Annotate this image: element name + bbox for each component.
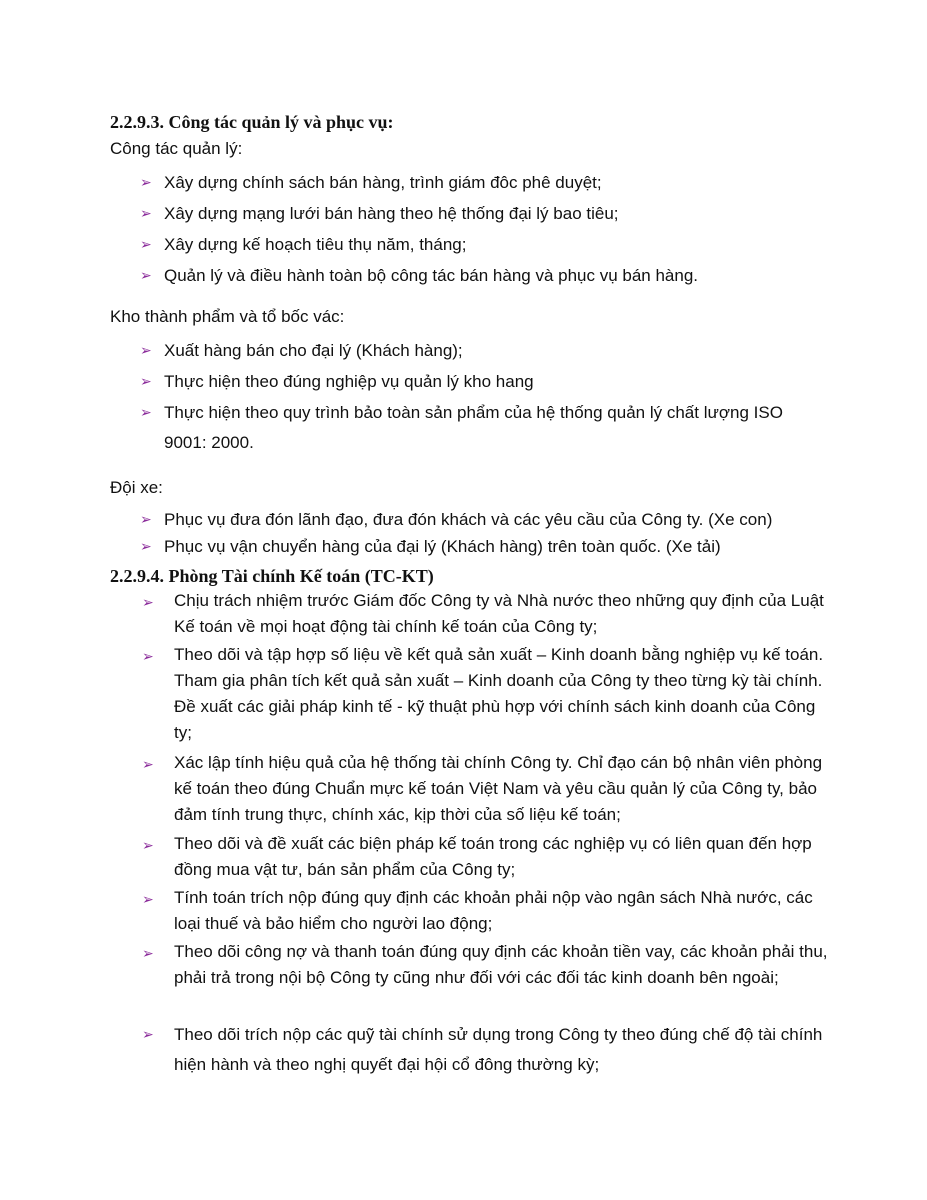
arrowhead-bullet-icon: ➢: [142, 595, 154, 611]
section-heading-2-2-9-3: 2.2.9.3. Công tác quản lý và phục vụ:: [110, 112, 394, 132]
list-item-text: Xây dựng mạng lưới bán hàng theo hệ thống đại lý bao tiêu;: [164, 204, 619, 223]
list-item-text: Phục vụ đưa đón lãnh đạo, đưa đón khách và các yêu cầu của Công ty. (Xe con): [164, 510, 773, 529]
group-label-doi-xe: Đội xe:: [110, 478, 163, 497]
arrowhead-bullet-icon: ➢: [142, 946, 154, 962]
arrowhead-bullet-icon: ➢: [142, 757, 154, 773]
list-item-text: Theo dõi và tập hợp số liệu về kết quả sản xuất – Kinh doanh bằng nghiệp vụ kế toán. Tham gia phân tích kết quả sản xuất – Kinh doanh của Công ty theo từng kỳ tài chính. Đề xuất các giải pháp kinh tế - kỹ thuật phù hợp với chính sách kinh doanh của Công ty;: [174, 645, 824, 742]
arrowhead-bullet-icon: ➢: [142, 649, 154, 665]
arrowhead-bullet-icon: ➢: [140, 343, 152, 359]
arrowhead-bullet-icon: ➢: [140, 512, 152, 528]
list-item-text: Xây dựng chính sách bán hàng, trình giám đôc phê duyệt;: [164, 173, 602, 192]
arrowhead-bullet-icon: ➢: [140, 206, 152, 222]
list-item-text: Thực hiện theo quy trình bảo toàn sản phẩm của hệ thống quản lý chất lượng ISO 9001: 2000.: [164, 403, 783, 452]
arrowhead-bullet-icon: ➢: [140, 268, 152, 284]
list-item-text: Chịu trách nhiệm trước Giám đốc Công ty và Nhà nước theo những quy định của Luật Kế toán về mọi hoạt động tài chính kế toán của Công ty;: [174, 591, 824, 636]
arrowhead-bullet-icon: ➢: [142, 838, 154, 854]
arrowhead-bullet-icon: ➢: [140, 237, 152, 253]
arrowhead-bullet-icon: ➢: [140, 175, 152, 191]
list-item-text: Quản lý và điều hành toàn bộ công tác bán hàng và phục vụ bán hàng.: [164, 266, 699, 285]
group-label-kho-thanh-pham: Kho thành phẩm và tổ bốc vác:: [110, 307, 345, 326]
arrowhead-bullet-icon: ➢: [140, 374, 152, 390]
arrowhead-bullet-icon: ➢: [142, 892, 154, 908]
list-item-text: Theo dõi và đề xuất các biện pháp kế toán trong các nghiệp vụ có liên quan đến hợp đồng mua vật tư, bán sản phẩm của Công ty;: [174, 834, 812, 879]
list-item-text: Xuất hàng bán cho đại lý (Khách hàng);: [164, 341, 463, 360]
arrowhead-bullet-icon: ➢: [140, 405, 152, 421]
group-label-quan-ly: Công tác quản lý:: [110, 139, 243, 158]
arrowhead-bullet-icon: ➢: [140, 539, 152, 555]
list-item-text: Theo dõi trích nộp các quỹ tài chính sử dụng trong Công ty theo đúng chế độ tài chính hiện hành và theo nghị quyết đại hội cổ đông thường kỳ;: [174, 1025, 823, 1074]
section-heading-2-2-9-4: 2.2.9.4. Phòng Tài chính Kế toán (TC-KT): [110, 566, 434, 586]
list-item-text: Xác lập tính hiệu quả của hệ thống tài chính Công ty. Chỉ đạo cán bộ nhân viên phòng kế toán theo đúng Chuẩn mực kế toán Việt Nam và yêu cầu quản lý của Công ty, bảo đảm tính trung thực, chính xác, kịp thời của số liệu kế toán;: [174, 753, 823, 824]
list-item-text: Phục vụ vận chuyển hàng của đại lý (Khách hàng) trên toàn quốc. (Xe tải): [164, 537, 721, 556]
list-item-text: Theo dõi công nợ và thanh toán đúng quy định các khoản tiền vay, các khoản phải thu, phải trả trong nội bộ Công ty cũng như đối với các đối tác kinh doanh bên ngoài;: [174, 942, 828, 987]
list-item-text: Xây dựng kế hoạch tiêu thụ năm, tháng;: [164, 235, 467, 254]
list-item-text: Tính toán trích nộp đúng quy định các khoản phải nộp vào ngân sách Nhà nước, các loại thuế và bảo hiểm cho người lao động;: [174, 888, 813, 933]
list-item-text: Thực hiện theo đúng nghiệp vụ quản lý kho hang: [164, 372, 534, 391]
arrowhead-bullet-icon: ➢: [142, 1027, 154, 1043]
